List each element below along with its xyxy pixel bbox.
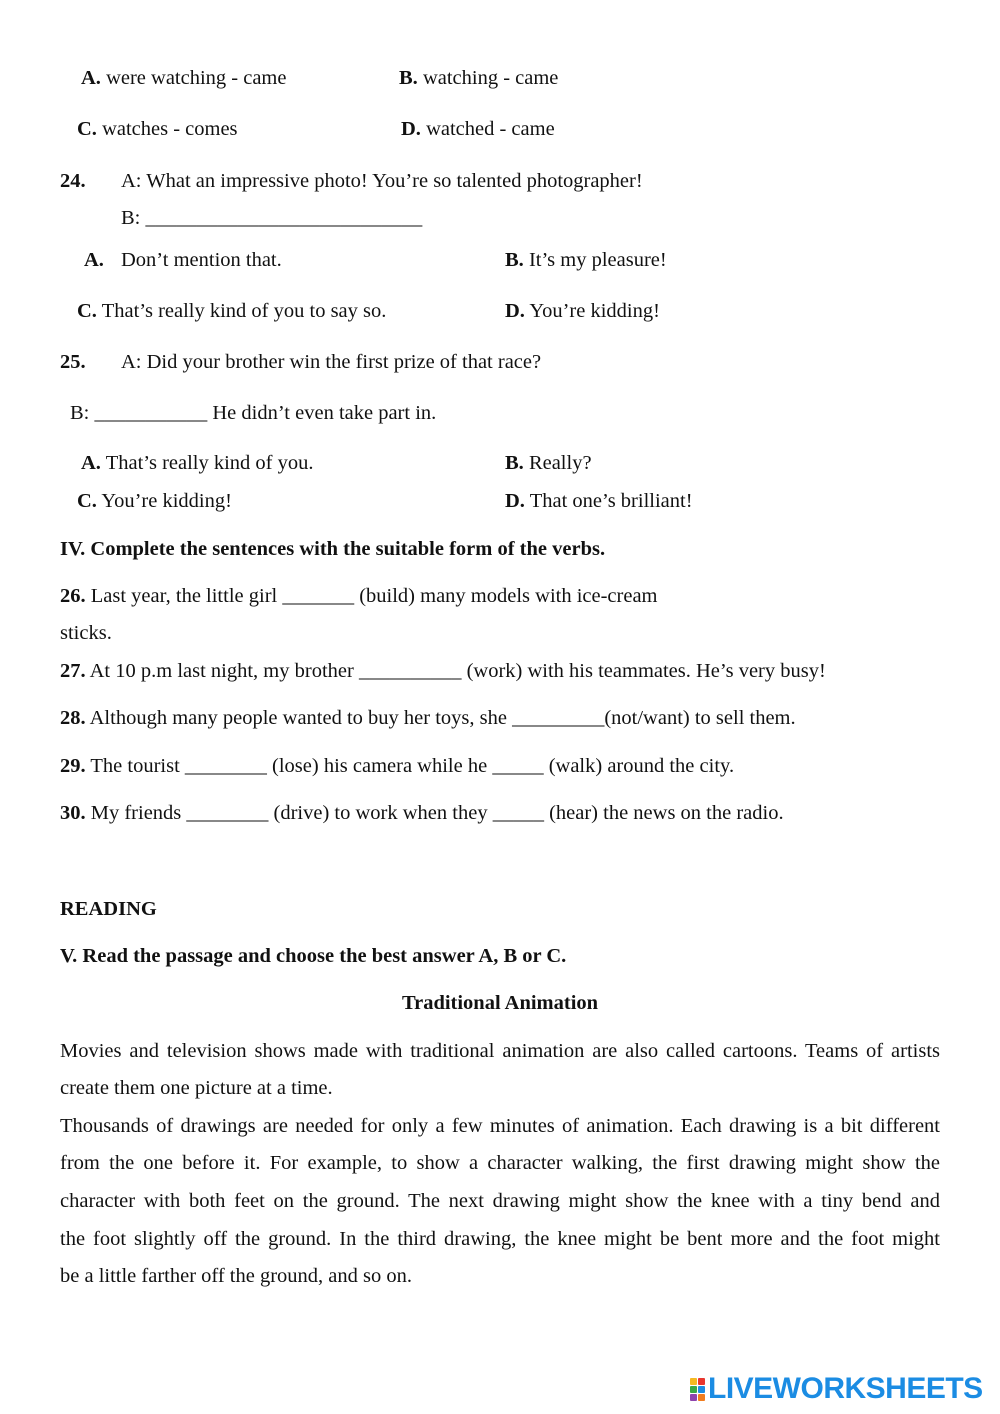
section-iv-heading: IV. Complete the sentences with the suitable form of the verbs. xyxy=(60,538,606,560)
q24-option-b: B. It’s my pleasure! xyxy=(505,249,667,271)
q29: 29. The tourist ________ (lose) his camera while he _____ (walk) around the city. xyxy=(60,755,735,777)
q23-option-c: C. watches - comes xyxy=(77,118,238,140)
q24-option-c: C. That’s really kind of you to say so. xyxy=(77,300,387,322)
q25-option-a: A. That’s really kind of you. xyxy=(81,452,314,474)
q24-line-a: A: What an impressive photo! You’re so talented photographer! xyxy=(121,170,643,192)
q30: 30. My friends ________ (drive) to work when they _____ (hear) the news on the radio. xyxy=(60,802,784,824)
passage-line: create them one picture at a time. xyxy=(60,1077,333,1099)
q24-option-d: D. You’re kidding! xyxy=(505,300,660,322)
section-v-heading: V. Read the passage and choose the best answer A, B or C. xyxy=(60,945,567,967)
reading-heading: READING xyxy=(60,898,157,920)
passage-line: the foot slightly off the ground. In the third drawing, the knee might be bent more and the foot might xyxy=(60,1228,940,1250)
passage-line: character with both feet on the ground. The next drawing might show the knee with a tiny bend and xyxy=(60,1190,940,1212)
liveworksheets-logo xyxy=(690,1374,983,1404)
q25-option-b: B. Really? xyxy=(505,452,592,474)
q25-line-b: B: ___________ He didn’t even take part in. xyxy=(70,402,437,424)
liveworksheets-logo-icon xyxy=(690,1378,705,1401)
q25-option-d: D. That one’s brilliant! xyxy=(505,490,693,512)
q23-option-d: D. watched - came xyxy=(401,118,555,140)
q25-option-c: C. You’re kidding! xyxy=(77,490,232,512)
q24-number: 24. xyxy=(60,170,86,192)
passage-line: from the one before it. For example, to show a character walking, the first drawing might show the xyxy=(60,1152,940,1174)
q24-line-b: B: ___________________________ xyxy=(121,207,423,229)
q27: 27. At 10 p.m last night, my brother __________ (work) with his teammates. He’s very busy! xyxy=(60,660,826,682)
q26-continuation: sticks. xyxy=(60,622,112,644)
q25-number: 25. xyxy=(60,351,86,373)
q24-option-a: Don’t mention that. xyxy=(121,249,282,271)
liveworksheets-brand: LIVEWORKSHEETS xyxy=(708,1372,983,1405)
q24-option-a-label: A. xyxy=(84,249,104,271)
passage-line: Thousands of drawings are needed for only a few minutes of animation. Each drawing is a bit different xyxy=(60,1115,940,1137)
passage-title: Traditional Animation xyxy=(401,992,599,1014)
q23-option-a: A. were watching - came xyxy=(81,67,287,89)
passage-line: be a little farther off the ground, and so on. xyxy=(60,1265,413,1287)
q28: 28. Although many people wanted to buy her toys, she _________(not/want) to sell them. xyxy=(60,707,796,729)
q25-line-a: A: Did your brother win the first prize of that race? xyxy=(121,351,542,373)
q23-option-b: B. watching - came xyxy=(399,67,559,89)
passage-line: Movies and television shows made with traditional animation are also called cartoons. Teams of artists xyxy=(60,1040,940,1062)
q26: 26. Last year, the little girl _______ (build) many models with ice-cream xyxy=(60,585,658,607)
